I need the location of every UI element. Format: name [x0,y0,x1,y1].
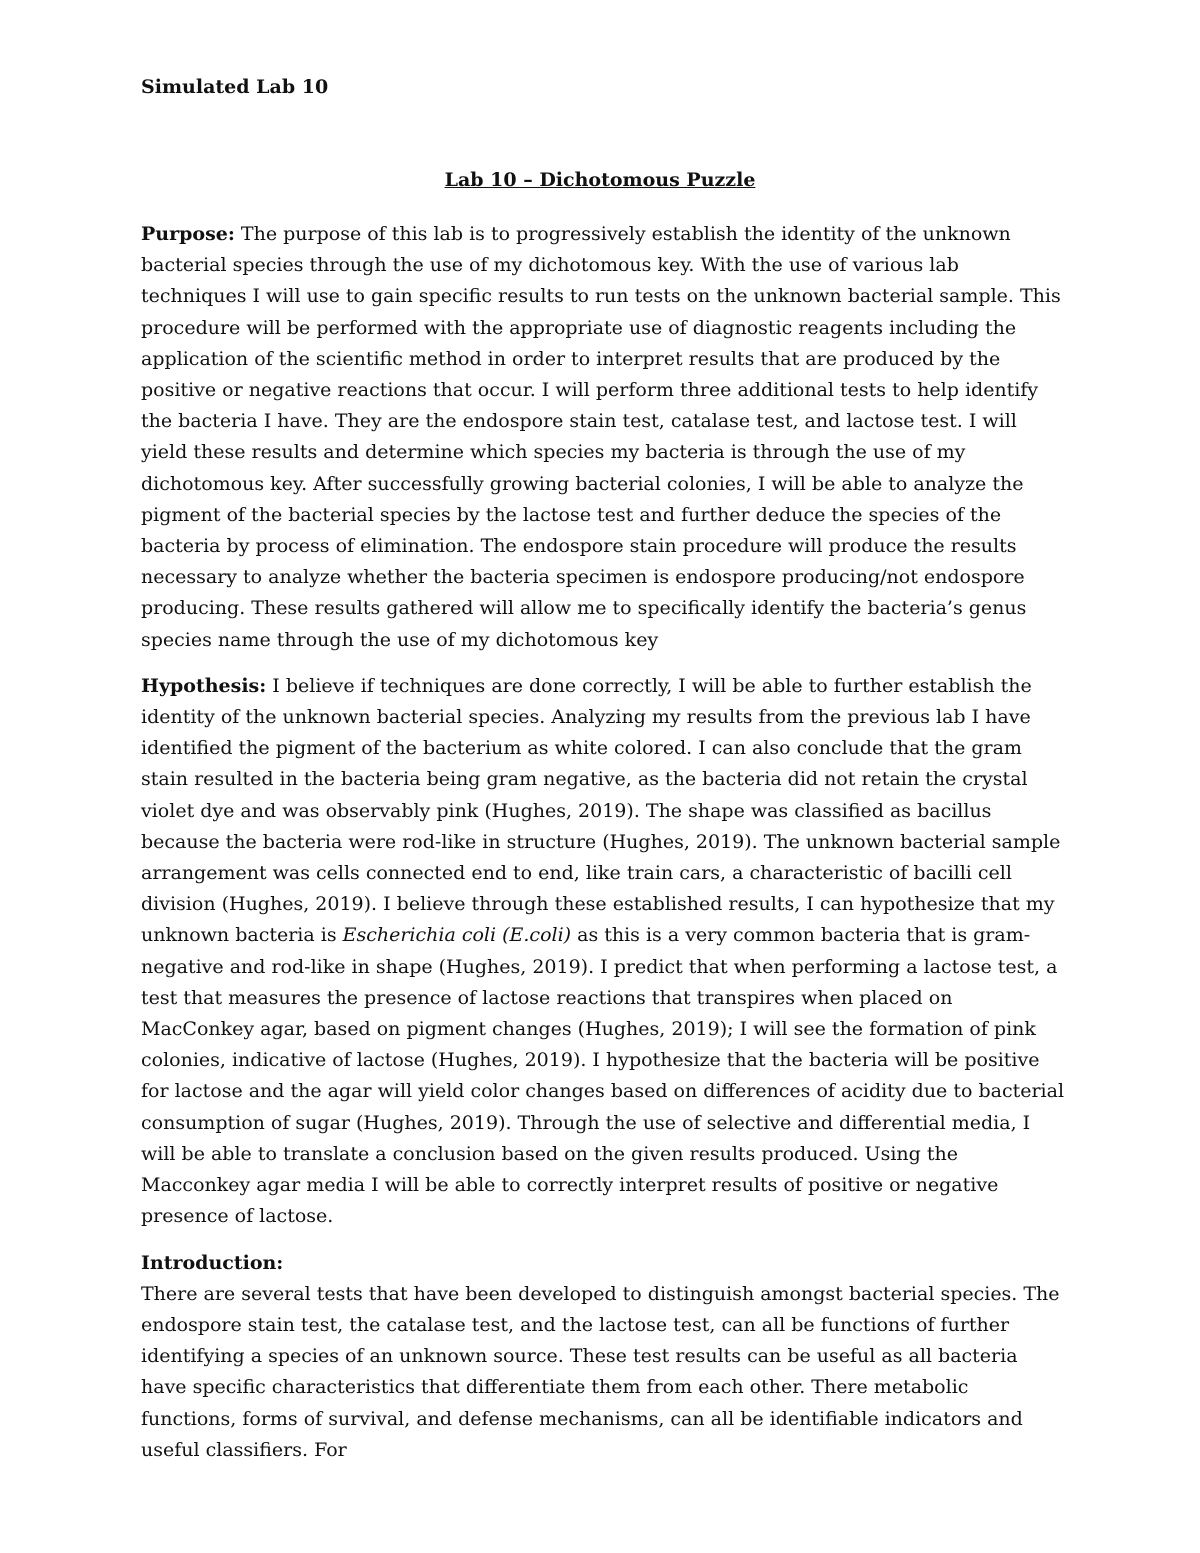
hypothesis-body-before: I believe if techniques are done correctly, I will be able to further establish the identity of the unknown bacterial species. Analyzing my results from the previous lab I have identified the pigment of the bacterium as white colored. I can also conclude that the gram stain resulted in the bacteria being gram negative, as the bacteria did not retain the crystal violet dye and was observably pink (Hughes, 2019). The shape was classified as bacillus because the bacteria were rod-like in structure (Hughes, 2019). The unknown bacterial sample arrangement was cells connected end to end, like train cars, a characteristic of bacilli cell division (Hughes, 2019). I believe through these established results, I can hypothesize that my unknown bacteria is [141,674,1061,947]
hypothesis-heading: Hypothesis: [141,674,267,697]
hypothesis-body-after: as this is a very common bacteria that is gram-negative and rod-like in shape (Hughes, 2019). I predict that when performing a lactose test, a test that measures the presence of lactose reactions that transpires when placed on MacConkey agar, based on pigment changes (Hughes, 2019); I will see the formation of pink colonies, indicative of lactose (Hughes, 2019). I hypothesize that the bacteria will be positive for lactose and the agar will yield color changes based on differences of acidity due to bacterial consumption of sugar (Hughes, 2019). Through the use of selective and differential media, I will be able to translate a conclusion based on the given results produced. Using the Macconkey agar media I will be able to correctly interpret results of positive or negative presence of lactose. [141,924,1065,1228]
introduction-heading: Introduction: [141,1251,284,1274]
introduction-body: There are several tests that have been developed to distinguish amongst bacterial species. The endospore stain test, the catalase test, and the lactose test, can all be functions of further identifying a species of an unknown source. These test results can be useful as all bacteria have specific characteristics that differentiate them from each other. There metabolic functions, forms of survival, and defense mechanisms, can all be identifiable indicators and useful classifiers. For [141,1282,1060,1461]
species-name: Escherichia coli (E.coli) [342,924,572,947]
purpose-heading: Purpose: [141,223,235,245]
document-header: Simulated Lab 10 [141,76,329,98]
hypothesis-paragraph [141,671,1066,1233]
purpose-body: The purpose of this lab is to progressively establish the identity of the unknown bacterial species through the use of my dichotomous key. With the use of various lab techniques I will use to gain specific results to run tests on the unknown bacterial sample. This procedure will be performed with the appropriate use of diagnostic reagents including the application of the scientific method in order to interpret results that are produced by the positive or negative reactions that occur. I will perform three additional tests to help identify the bacteria I have. They are the endospore stain test, catalase test, and lactose test. I will yield these results and determine which species my bacteria is through the use of my dichotomous key. After successfully growing bacterial colonies, I will be able to analyze the pigment of the bacterial species by the lactose test and further deduce the species of the bacteria by process of elimination. The endospore stain procedure will produce the results necessary to analyze whether the bacteria specimen is endospore producing/not endospore producing. These results gathered will allow me to specifically identify the bacteria’s genus species name through the use of my dichotomous key [141,223,1061,651]
document-title: Lab 10 – Dichotomous Puzzle [444,169,756,191]
purpose-paragraph [141,219,1066,656]
document-body [141,219,1066,1466]
